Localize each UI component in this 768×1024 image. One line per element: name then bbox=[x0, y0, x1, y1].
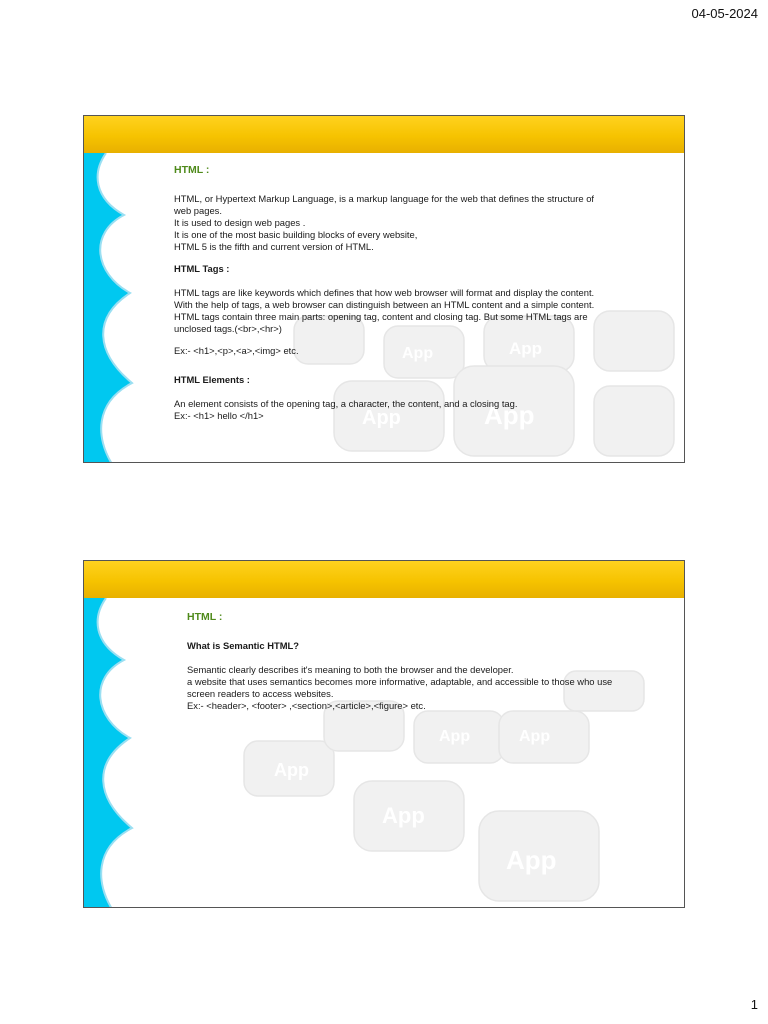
wave-decoration bbox=[84, 598, 136, 908]
tags-line: With the help of tags, a web browser can distinguish between an HTML content and a simple content. bbox=[174, 299, 595, 310]
tags-line: unclosed tags.(<br>,<hr>) bbox=[174, 323, 282, 334]
tags-line: HTML tags are like keywords which defines that how web browser will format and display the content. bbox=[174, 287, 595, 298]
elements-heading: HTML Elements : bbox=[174, 374, 250, 385]
svg-text:App: App bbox=[402, 345, 434, 362]
intro-line: HTML, or Hypertext Markup Language, is a markup language for the web that defines the structure of bbox=[174, 193, 595, 204]
svg-text:App: App bbox=[506, 845, 557, 875]
semantic-line: screen readers to access websites. bbox=[187, 688, 334, 699]
slide-header-bar bbox=[84, 561, 684, 598]
svg-text:App: App bbox=[362, 407, 401, 429]
slide-header-bar bbox=[84, 116, 684, 153]
semantic-question: What is Semantic HTML? bbox=[187, 640, 299, 651]
svg-text:App: App bbox=[509, 339, 543, 358]
semantic-line: Ex:- <header>, <footer> ,<section>,<article>,<figure> etc. bbox=[187, 700, 426, 711]
svg-text:App: App bbox=[519, 728, 551, 745]
intro-line: HTML 5 is the fifth and current version of HTML. bbox=[174, 241, 374, 252]
slide-title: HTML : bbox=[187, 611, 223, 623]
intro-line: It is used to design web pages . bbox=[174, 217, 306, 228]
elements-line: An element consists of the opening tag, a character, the content, and a closing tag. bbox=[174, 398, 518, 409]
tags-example: Ex:- <h1>,<p>,<a>,<img> etc. bbox=[174, 345, 299, 356]
svg-text:App: App bbox=[382, 803, 425, 828]
elements-line: Ex:- <h1> hello </h1> bbox=[174, 410, 264, 421]
svg-text:App: App bbox=[484, 400, 535, 430]
svg-text:App: App bbox=[274, 760, 309, 780]
slide-2-content bbox=[187, 611, 647, 712]
page-date: 04-05-2024 bbox=[691, 6, 758, 21]
tags-line: HTML tags contain three main parts: opening tag, content and closing tag. But some HTML tags are bbox=[174, 311, 588, 322]
page-number: 1 bbox=[750, 997, 758, 1012]
slide-2 bbox=[83, 560, 685, 908]
slide-1-content bbox=[174, 164, 630, 422]
slide-1 bbox=[83, 115, 685, 463]
wave-decoration bbox=[84, 153, 136, 463]
semantic-line: Semantic clearly describes it's meaning to both the browser and the developer. bbox=[187, 664, 514, 675]
tags-heading: HTML Tags : bbox=[174, 263, 230, 274]
semantic-line: a website that uses semantics becomes more informative, adaptable, and accessible to those who use bbox=[187, 676, 613, 687]
intro-line: It is one of the most basic building blocks of every website, bbox=[174, 229, 418, 240]
slide-title: HTML : bbox=[174, 164, 210, 176]
svg-text:App: App bbox=[439, 728, 471, 745]
intro-line: web pages. bbox=[174, 205, 222, 216]
